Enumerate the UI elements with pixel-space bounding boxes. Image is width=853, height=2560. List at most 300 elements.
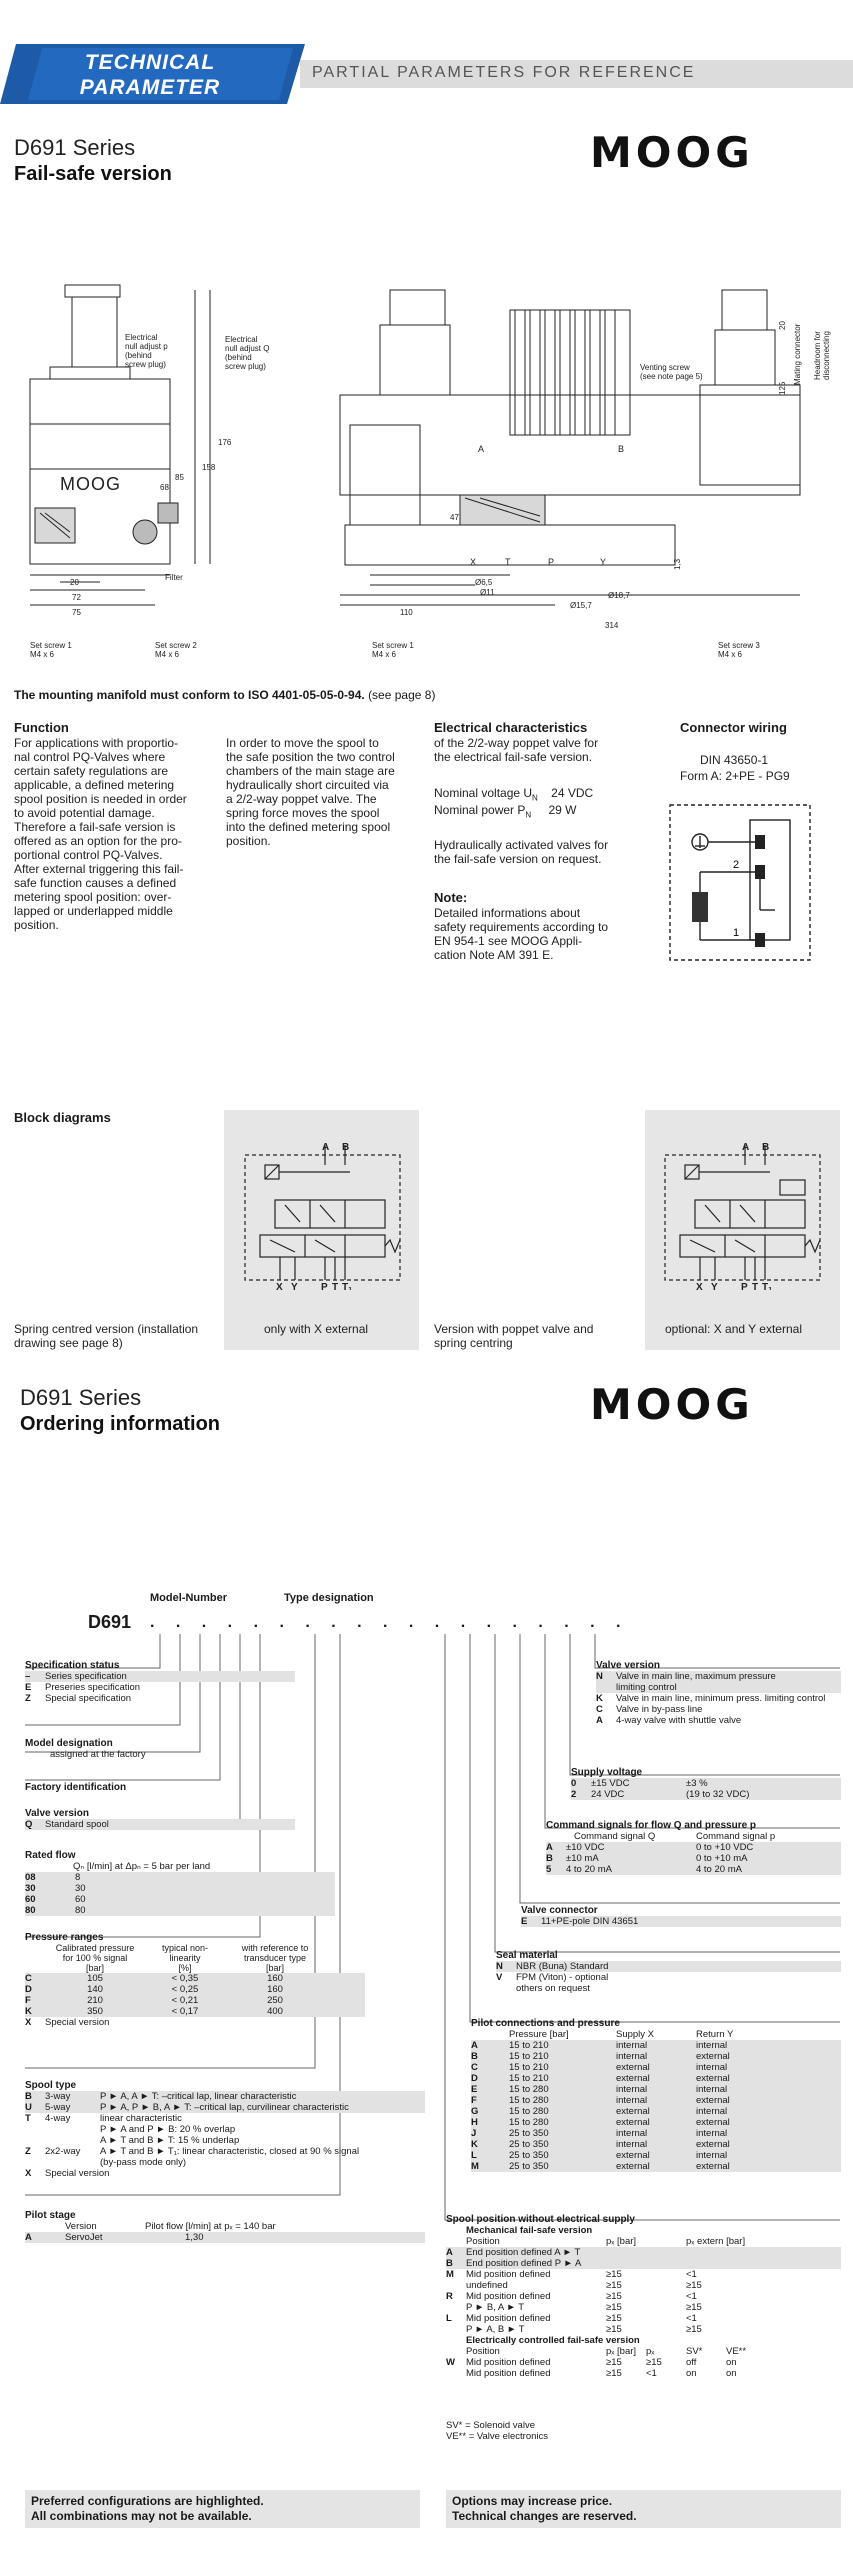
pilot-connection-row-cell: internal [696, 2040, 728, 2051]
rated-flow-block [25, 1850, 335, 1916]
spool-position-row [446, 2291, 841, 2302]
spool-type-block [25, 2080, 425, 2179]
spool-position-subheading: Mechanical fail-safe version [466, 2225, 593, 2236]
spool-row [25, 2157, 425, 2168]
bd1-port-b: B [342, 1142, 350, 1153]
mounting-note-bold: The mounting manifold must conform to ISO 4401-05-05-0-94. [14, 688, 365, 702]
cs-col2: Command signal p [696, 1831, 776, 1842]
spool-row [25, 2124, 425, 2135]
pressure-cal: 350 [87, 2006, 103, 2017]
cs-p: 4 to 20 mA [696, 1864, 742, 1875]
port-b: B [618, 444, 625, 454]
bd2-port-t1: T₁ [762, 1282, 773, 1290]
nominal-voltage-sub: N [532, 793, 538, 803]
spool-position-elec-row [446, 2357, 841, 2368]
pilot-connection-row [471, 2095, 841, 2106]
dim-176: 176 [218, 438, 232, 447]
spool-way: 5-way [45, 2102, 71, 2113]
spool-position-elec-row-cell: Mid position defined [466, 2357, 551, 2368]
rated-flow-row [25, 1872, 335, 1883]
spool-row [25, 2146, 425, 2157]
pressure-lin: < 0,25 [171, 1984, 199, 1995]
pressure-cal: 105 [87, 1973, 103, 1984]
sp-elec-rows [446, 2357, 841, 2379]
moog-logo: MOOG [590, 128, 754, 177]
spool-row [25, 2102, 425, 2113]
spool-position-row-cell: ≥15 [606, 2280, 622, 2291]
pilot-connection-row-cell: external [616, 2062, 650, 2073]
spool-position-elec-row-cell: ≥15 [606, 2357, 622, 2368]
connector-heading: Connector wiring [680, 720, 787, 735]
page-subtitle: Fail-safe version [14, 163, 172, 185]
spool-position-row [446, 2269, 841, 2280]
spec-row [25, 1693, 295, 1704]
command-signals-heading: Command signals for flow Q and pressure p [546, 1820, 757, 1831]
pilot-stage-row [25, 2232, 425, 2243]
spool-position-row-cell: <1 [686, 2313, 697, 2324]
port-a: A [478, 444, 485, 454]
bd2-port-b: B [762, 1142, 770, 1153]
port-y: Y [600, 557, 607, 567]
block-diagram-2 [660, 1140, 825, 1290]
vv-code: A [596, 1715, 603, 1726]
sv-tolerance: (19 to 32 VDC) [686, 1789, 750, 1800]
nominal-voltage-value: 24 VDC [551, 786, 594, 800]
ordering-subtitle: Ordering information [20, 1413, 220, 1435]
pilot-connection-row-cell: F [471, 2095, 477, 2106]
valve-version-left-block [25, 1808, 295, 1830]
pilot-connection-row-cell: internal [696, 2106, 728, 2117]
port-p: P [548, 557, 555, 567]
filter-label: Filter [165, 573, 183, 582]
pressure-col2: typical non- linearity [%] [161, 1943, 209, 1973]
pilot-connection-row-cell: external [696, 2051, 730, 2062]
sp-elec-col: pₓ [bar] [606, 2346, 637, 2357]
dim-68: 68 [160, 483, 169, 492]
pressure-cal: Special version [45, 2017, 110, 2028]
dim-6-5: Ø6,5 [475, 578, 493, 587]
pilot-connection-row-cell: J [471, 2128, 477, 2139]
spool-position-elec-row-cell: on [686, 2368, 697, 2379]
sp-elec-col: pₓ [646, 2346, 655, 2357]
seal-text: others on request [516, 1983, 590, 1994]
port-x: X [470, 557, 477, 567]
sv-voltage: ±15 VDC [591, 1778, 630, 1789]
nominal-power-value: 29 W [548, 803, 577, 817]
dim-314: 314 [605, 621, 619, 630]
pressure-code: X [25, 2017, 32, 2028]
cs-row [546, 1864, 841, 1875]
rated-flow-subhead: Qₙ [l/min] at Δpₙ = 5 bar per land [73, 1861, 211, 1872]
spool-position-row-cell: End position defined A ► T [466, 2247, 581, 2258]
cs-p: 0 to +10 VDC [696, 1842, 754, 1853]
pilot-connection-row-cell: D [471, 2073, 478, 2084]
spool-position-row-cell: ≥15 [606, 2302, 622, 2313]
spool-position-row-cell: ≥15 [686, 2302, 702, 2313]
vc-text: 11+PE-pole DIN 43651 [541, 1916, 639, 1927]
dim-47: 47 [450, 513, 459, 522]
factory-id-block [25, 1782, 126, 1793]
pilot-connection-row-cell: 25 to 350 [509, 2161, 549, 2172]
cs-q: ±10 VDC [566, 1842, 605, 1853]
spool-position-elec-row-cell: on [726, 2357, 737, 2368]
pilot-col2: Pilot flow [l/min] at pₓ = 140 bar [145, 2221, 276, 2232]
spool-position-heading: Spool position without electrical supply [446, 2214, 635, 2225]
spool-way: Special version [45, 2168, 110, 2179]
spool-row [25, 2135, 425, 2146]
footer-left-line2: All combinations may not be available. [31, 2509, 252, 2523]
electrical-heading: Electrical characteristics [434, 720, 588, 735]
sp-elec-col: Position [466, 2346, 500, 2357]
set-screw-2-label: Set screw 2 M4 x 6 [155, 641, 197, 659]
spool-position-elec-row [446, 2368, 841, 2379]
spool-position-row-cell: P ► A, B ► T [466, 2324, 525, 2335]
pilot-connection-row-cell: internal [696, 2150, 728, 2161]
valve-version-code: Q [25, 1819, 33, 1830]
block-caption-1: Spring centred version (installation drawing see page 8) [14, 1322, 199, 1350]
pressure-ranges-block [25, 1932, 365, 2028]
bd2-port-a: A [742, 1142, 750, 1153]
moog-logo-2: MOOG [590, 1380, 754, 1429]
rated-flow-heading: Rated flow [25, 1850, 76, 1861]
spool-position-block [446, 2214, 841, 2379]
pilot-col1: Version [65, 2221, 97, 2232]
spool-desc: P ► A, A ► T: –critical lap, linear characteristic [100, 2091, 297, 2102]
sp-col2: pₓ [bar] [606, 2236, 637, 2247]
pilot-connection-row-cell: G [471, 2106, 479, 2117]
pilot-connection-row-cell: internal [616, 2051, 648, 2062]
dim-85: 85 [175, 473, 184, 482]
pilot-stage-block [25, 2210, 425, 2243]
code-dots: . . . . . . . . . . . . . . . . . . . [150, 1614, 629, 1631]
spool-position-row [446, 2280, 841, 2291]
mounting-note-ref: (see page 8) [368, 688, 436, 702]
model-designation-text: assigned at the factory [50, 1749, 146, 1760]
dim-20-right: 20 [778, 321, 787, 330]
pilot-connection-row [471, 2117, 841, 2128]
cs-q: ±10 mA [566, 1853, 599, 1864]
sv-code: 2 [571, 1789, 577, 1800]
mounting-note [14, 688, 435, 702]
flow-code: 80 [25, 1905, 36, 1916]
bd1-port-a: A [322, 1142, 330, 1153]
pilot-connection-row-cell: external [616, 2073, 650, 2084]
flow-value: 60 [75, 1894, 86, 1905]
spool-position-row-cell: R [446, 2291, 453, 2302]
pilot-connection-row [471, 2051, 841, 2062]
sp-header [446, 2236, 841, 2247]
pilot-connection-row-cell: 25 to 350 [509, 2128, 549, 2139]
vv-text: Valve in by-pass line [616, 1704, 703, 1715]
type-designation-label: Type designation [284, 1592, 374, 1604]
nominal-power-sub: N [525, 810, 532, 820]
banner-subtitle: PARTIAL PARAMETERS FOR REFERENCE [312, 64, 696, 81]
spool-position-row-cell: L [446, 2313, 452, 2324]
pilot-connection-row-cell: 15 to 210 [509, 2073, 549, 2084]
bd1-port-t: T [332, 1282, 339, 1290]
pilot-connection-row [471, 2073, 841, 2084]
spool-position-row [446, 2247, 841, 2258]
nominal-power-label: Nominal power P [434, 803, 526, 817]
valve-version-text: Standard spool [45, 1819, 109, 1830]
pilot-connection-row-cell: A [471, 2040, 478, 2051]
spool-position-row [446, 2302, 841, 2313]
footnote-sv: SV* = Solenoid valve [446, 2420, 535, 2431]
pilot-connection-row-cell: external [616, 2117, 650, 2128]
pilot-connection-row-cell: 15 to 210 [509, 2051, 549, 2062]
sp-elec-col: VE** [726, 2346, 747, 2357]
pressure-cal: 210 [87, 1995, 103, 2006]
pilot-code: A [25, 2232, 32, 2243]
note-text: Detailed informations about safety requirements according to EN 954-1 see MOOG Appli- cation Note AM 391 E. [434, 906, 609, 962]
pressure-ranges-header [25, 1943, 365, 1973]
block-diagrams-heading: Block diagrams [14, 1110, 111, 1125]
pilot-connection-row-cell: external [616, 2161, 650, 2172]
banner-title-line1: TECHNICAL [84, 51, 216, 74]
pc-col1: Pressure [bar] [509, 2029, 569, 2040]
dim-125: 125 [778, 381, 787, 395]
spec-code: – [25, 1671, 31, 1682]
pilot-connection-row-cell: 25 to 350 [509, 2150, 549, 2161]
pressure-col1: Calibrated pressure for 100 % signal [bar] [55, 1943, 135, 1973]
seal-material-heading: Seal material [496, 1950, 558, 1961]
bd2-port-t: T [752, 1282, 759, 1290]
nominal-power [434, 803, 577, 822]
bd2-port-x: X [696, 1282, 703, 1290]
sp-elec-heading: Electrically controlled fail-safe version [466, 2335, 640, 2346]
spool-position-row-cell: ≥15 [606, 2313, 622, 2324]
pilot-connection-row-cell: internal [696, 2062, 728, 2073]
vv-row [596, 1693, 841, 1704]
pressure-col3: with reference to transducer type [bar] [241, 1943, 309, 1973]
spool-position-row-cell: Mid position defined [466, 2313, 551, 2324]
valve-version-left-heading: Valve version [25, 1808, 89, 1819]
bd1-port-y: Y [291, 1282, 298, 1290]
footer-right-line2: Technical changes are reserved. [452, 2509, 637, 2523]
cs-q: 4 to 20 mA [566, 1864, 612, 1875]
rated-flow-row [25, 1894, 335, 1905]
valve-connector-heading: Valve connector [521, 1905, 598, 1916]
pilot-connection-row-cell: internal [616, 2040, 648, 2051]
seal-code: N [496, 1961, 503, 1972]
pressure-row [25, 2006, 365, 2017]
spool-code: B [25, 2091, 32, 2102]
bd1-port-p: P [321, 1282, 328, 1290]
dim-11: Ø11 [480, 588, 495, 597]
vv-text: limiting control [616, 1682, 677, 1693]
dim-15-7: Ø15,7 [570, 601, 592, 610]
valve-dimension-drawing [0, 270, 853, 670]
spec-text: Special specification [45, 1693, 132, 1704]
elec-null-p-label: Electrical null adjust p (behind screw plug) [125, 333, 168, 369]
bd1-port-x: X [276, 1282, 283, 1290]
cs-code: A [546, 1842, 553, 1853]
pressure-row [25, 1973, 365, 1984]
pressure-row [25, 1995, 365, 2006]
pressure-lin: < 0,35 [171, 1973, 199, 1984]
function-text-1: For applications with proportio- nal control PQ-Valves where certain safety regulations are applicable, a defined metering spool position is needed in order to avoid potential damage. Therefore a fail-safe version is offered as an option for the pro- portional control PQ-Valves. After external triggering this fail- safe function causes a defined metering spool position: over- lapped or underlapped middle position. [14, 736, 187, 932]
spec-code: E [25, 1682, 32, 1693]
vv-row [596, 1671, 841, 1682]
model-number-label: Model-Number [150, 1592, 227, 1604]
pc-col3: Return Y [696, 2029, 734, 2040]
spool-position-row-cell: Mid position defined [466, 2291, 551, 2302]
valve-version-right-block [596, 1660, 841, 1726]
dim-20: 20 [70, 578, 79, 587]
model-code: D691 [88, 1612, 132, 1632]
pilot-connection-row-cell: 15 to 280 [509, 2095, 549, 2106]
vv-row [596, 1682, 841, 1693]
pilot-connection-row-cell: internal [616, 2128, 648, 2139]
model-designation-block [25, 1738, 295, 1760]
flow-code: 30 [25, 1883, 36, 1894]
vv-text: 4-way valve with shuttle valve [616, 1715, 742, 1726]
block-panel-2-caption: optional: X and Y external [665, 1322, 802, 1336]
spool-row [25, 2091, 425, 2102]
dim-158: 158 [202, 463, 216, 472]
pilot-connection-row-cell: internal [696, 2128, 728, 2139]
flow-value: 8 [75, 1872, 81, 1883]
spool-desc: A ► T and B ► T: 15 % underlap [100, 2135, 240, 2146]
pilot-connection-row [471, 2040, 841, 2051]
spool-way: 3-way [45, 2091, 71, 2102]
spool-row [25, 2168, 425, 2179]
vv-text: Valve in main line, minimum press. limiting control [616, 1693, 826, 1704]
venting-screw-label: Venting screw (see note page 5) [640, 363, 703, 381]
sv-code: 0 [571, 1778, 577, 1789]
seal-row [496, 1983, 841, 1994]
pressure-cal: 140 [87, 1984, 103, 1995]
pilot-connection-row [471, 2150, 841, 2161]
spool-position-elec-row-cell: on [726, 2368, 737, 2379]
pilot-connection-row-cell: external [696, 2139, 730, 2150]
seal-material-block [496, 1950, 841, 1994]
spec-row [25, 1682, 295, 1693]
connector-form: Form A: 2+PE - PG9 [680, 769, 790, 783]
supply-voltage-heading: Supply voltage [571, 1767, 643, 1778]
pilot-connections-heading: Pilot connections and pressure [471, 2018, 620, 2029]
pressure-ref: 160 [267, 1984, 283, 1995]
pin-1: 1 [733, 927, 740, 939]
set-screw-1b-label: Set screw 1 M4 x 6 [372, 641, 414, 659]
dim-75: 75 [72, 608, 81, 617]
series-title-2: D691 Series [20, 1385, 142, 1410]
cs-header [546, 1831, 841, 1842]
series-title: D691 Series [14, 135, 136, 160]
spool-position-row-cell: A [446, 2247, 453, 2258]
spool-position-elec-row-cell: <1 [646, 2368, 657, 2379]
flow-value: 80 [75, 1905, 86, 1916]
pc-header [471, 2029, 841, 2040]
sv-row [571, 1789, 841, 1800]
banner-title-line2: PARAMETER [79, 76, 221, 99]
spool-position-row-cell: ≥15 [606, 2269, 622, 2280]
spool-position-row [446, 2258, 841, 2269]
valve-connector-block [521, 1905, 841, 1927]
cs-row [546, 1853, 841, 1864]
note-heading: Note: [434, 890, 468, 905]
pilot-stage-header [25, 2221, 425, 2232]
seal-text: FPM (Viton) - optional [516, 1972, 609, 1983]
spool-position-row [446, 2313, 841, 2324]
electrical-intro: of the 2/2-way poppet valve for the electrical fail-safe version. [434, 736, 599, 764]
pressure-ref: 250 [267, 1995, 283, 2006]
pilot-connection-row-cell: K [471, 2139, 478, 2150]
footer-left-line1: Preferred configurations are highlighted. [31, 2494, 264, 2508]
spool-position-row-cell: End position defined P ► A [466, 2258, 582, 2269]
spool-position-row-cell: undefined [466, 2280, 508, 2291]
vv-code: C [596, 1704, 603, 1715]
spec-text: Preseries specification [45, 1682, 141, 1693]
seal-row [496, 1972, 841, 1983]
valve-version-row [25, 1819, 295, 1830]
pilot-version: ServoJet [65, 2232, 103, 2243]
spec-row [25, 1671, 295, 1682]
spool-position-elec-row-cell: off [686, 2357, 697, 2368]
spool-type-heading: Spool type [25, 2080, 77, 2091]
seal-code: V [496, 1972, 503, 1983]
rated-flow-row [25, 1883, 335, 1894]
rated-flow-row [25, 1905, 335, 1916]
pilot-connection-row-cell: C [471, 2062, 478, 2073]
vc-row [521, 1916, 841, 1927]
spool-position-row-cell: ≥15 [606, 2291, 622, 2302]
pressure-ref: 400 [267, 2006, 283, 2017]
headroom-label: Headroom fordisconnecting [813, 331, 831, 380]
sp-elec-header [446, 2346, 841, 2357]
banner-title [0, 50, 300, 100]
spool-position-row-cell: ≥15 [606, 2324, 622, 2335]
supply-voltage-block [571, 1767, 841, 1800]
pilot-connection-row-cell: external [696, 2117, 730, 2128]
sp-rows [446, 2247, 841, 2335]
spec-code: Z [25, 1693, 31, 1704]
sv-voltage: 24 VDC [591, 1789, 625, 1800]
spool-position-row-cell: ≥15 [686, 2324, 702, 2335]
pilot-connection-row-cell: internal [616, 2095, 648, 2106]
pilot-connection-row-cell: L [471, 2150, 477, 2161]
hydraulic-note: Hydraulically activated valves for the fail-safe version on request. [434, 838, 609, 866]
pilot-connection-row [471, 2161, 841, 2172]
dim-110: 110 [400, 608, 413, 617]
pilot-connection-row-cell: 15 to 210 [509, 2062, 549, 2073]
spool-desc: (by-pass mode only) [100, 2157, 187, 2168]
flow-code: 08 [25, 1872, 36, 1883]
set-screw-3-label: Set screw 3 M4 x 6 [718, 641, 760, 659]
pilot-connection-row-cell: H [471, 2117, 478, 2128]
pilot-connection-row [471, 2106, 841, 2117]
cs-code: 5 [546, 1864, 552, 1875]
moog-mark: MOOG [60, 474, 121, 494]
pressure-lin: < 0,21 [171, 1995, 199, 2006]
pilot-connection-row-cell: 15 to 280 [509, 2084, 549, 2095]
pilot-connection-row [471, 2062, 841, 2073]
pilot-connection-row-cell: external [696, 2095, 730, 2106]
spool-code: Z [25, 2146, 31, 2157]
cs-code: B [546, 1853, 553, 1864]
sv-tolerance: ±3 % [686, 1778, 708, 1789]
block-diagram-1 [240, 1140, 405, 1290]
spool-position-elec-row-cell: ≥15 [606, 2368, 622, 2379]
pilot-connection-row-cell: internal [696, 2084, 728, 2095]
footnote-ve: VE** = Valve electronics [446, 2431, 548, 2442]
block-caption-2: Version with poppet valve and spring centring [434, 1322, 594, 1350]
command-signals-block [546, 1820, 841, 1875]
set-screw-1-label: Set screw 1 M4 x 6 [30, 641, 72, 659]
seal-text: NBR (Buna) Standard [516, 1961, 609, 1972]
spool-position-row-cell: Mid position defined [466, 2269, 551, 2280]
seal-row [496, 1961, 841, 1972]
